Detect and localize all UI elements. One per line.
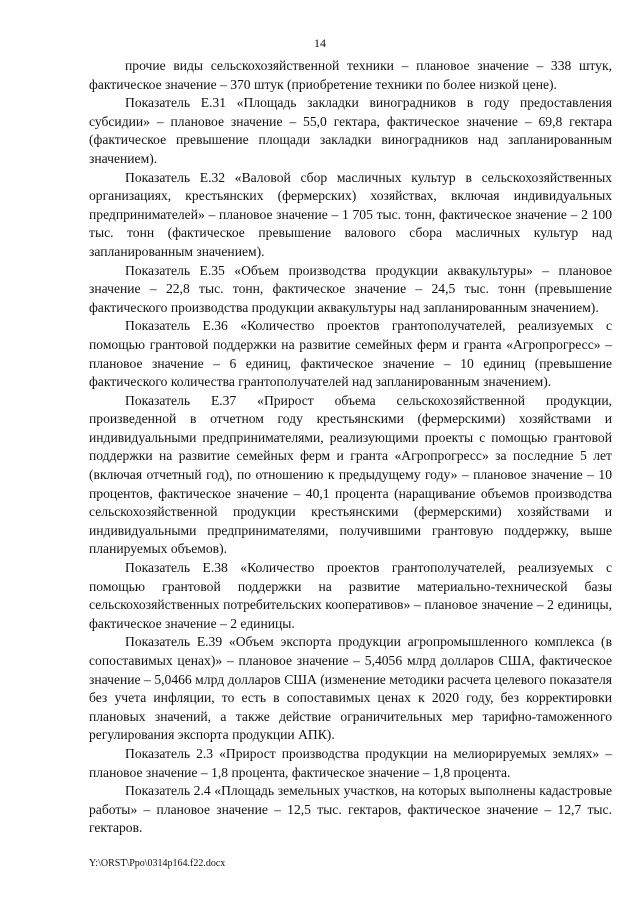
paragraph-indicator-2-4: Показатель 2.4 «Площадь земельных участков, на которых выполнены кадастровые работы» – плановое значение – 12,5 тыс. гектаров, фактическое значение – 12,7 тыс. гектаров.	[89, 783, 612, 836]
page-number: 14	[314, 36, 326, 50]
paragraph-indicator-e36: Показатель Е.36 «Количество проектов грантополучателей, реализуемых с помощью грантовой поддержки на развитие семейных ферм и гранта «Агропрогресс» – плановое значение – 6 единиц, фактическое значение – 10 единиц (превышение фактического количества грантополучателей над запланированным значением).	[89, 318, 612, 390]
paragraph-indicator-e31: Показатель Е.31 «Площадь закладки виноградников в году предоставления субсидии» – плановое значение – 55,0 гектара, фактическое значение – 69,8 гектара (фактическое превышение площади закладки виноградников над запланированным значением).	[89, 95, 612, 166]
paragraph-indicator-e37: Показатель Е.37 «Прирост объема сельскохозяйственной продукции, произведенной в отчетном году крестьянскими (фермерскими) хозяйствами и индивидуальными предпринимателями, реализующими проекты с помощью грантовой поддержки на развитие семейных ферм и гранта «Агропрогресс» за последние 5 лет (включая отчетный год), по отношению к предыдущему году» – плановое значение – 10 процентов, фактическое значение – 40,1 процента (наращивание объемов производства сельскохозяйственной продукции крестьянскими (фермерскими) хозяйствами и индивидуальными предпринимателями, получившими грантовую поддержку, выше планируемых объемов).	[89, 392, 612, 557]
paragraph-indicator-e38: Показатель Е.38 «Количество проектов грантополучателей, реализуемых с помощью грантовой поддержки на развитие материально-технической базы сельскохозяйственных потребительских кооперативов» – плановое значение – 2 единицы, фактическое значение – 2 единицы.	[89, 560, 612, 631]
paragraph-indicator-e35: Показатель Е.35 «Объем производства продукции аквакультуры» – плановое значение – 22,8 тыс. тонн, фактическое значение – 24,5 тыс. тонн (превышение фактического производства продукции аквакультуры над запланированным значением).	[89, 262, 612, 315]
paragraph-indicator-2-3: Показатель 2.3 «Прирост производства продукции на мелиорируемых землях» – плановое значение – 1,8 процента, фактическое значение – 1,8 процента.	[89, 745, 612, 780]
paragraph-indicator-e32: Показатель Е.32 «Валовой сбор масличных культур в сельскохозяйственных организациях, крестьянских (фермерских) хозяйствах, включая индивидуальных предпринимателей» – плановое значение – 1 705 тыс. тонн, фактическое значение – 2 100 тыс. тонн (фактическое превышение валового сбора масличных культур над запланированным значением).	[89, 169, 612, 259]
document-body	[89, 57, 612, 838]
paragraph-machinery-continued: прочие виды сельскохозяйственной техники – плановое значение – 338 штук, фактическое значение – 370 штук (приобретение техники по более низкой цене).	[89, 58, 612, 92]
footer-file-path: Y:\ORST\Ppo\0314p164.f22.docx	[89, 858, 226, 869]
paragraph-indicator-e39: Показатель Е.39 «Объем экспорта продукции агропромышленного комплекса (в сопоставимых ценах)» – плановое значение – 5,4056 млрд долларов США, фактическое значение – 5,0466 млрд долларов США (изменение методики расчета целевого показателя без учета инфляции, то есть в сопоставимых ценах к 2020 году, без корректировки плановых значений, а также действие ограничительных мер тарифно-таможенного регулирования экспорта продукции АПК).	[89, 634, 612, 743]
